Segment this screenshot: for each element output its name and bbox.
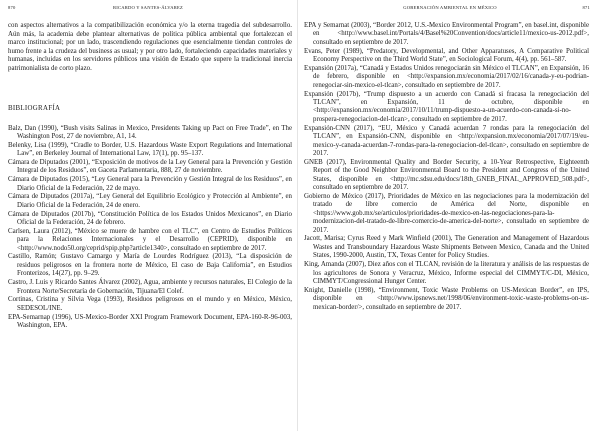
reference-entry: EPA y Semarnat (2003), “Border 2012, U.S.-Mexico Environmental Program”, en basel.int, disponible en <http://www.basel.int/Portals/4/Basel%20Convention/docs/article11/mexico-us-2012.pdf>, consultado en septiembre de 2017. (304, 22, 589, 46)
right-page-number: 871 (582, 5, 590, 10)
reference-entry: Balz, Dan (1990), “Bush visits Salinas in Mexico, Presidents Taking up Pact on Free Trade”, en The Washington Post, 27 de noviembre, A1, 14. (8, 124, 292, 141)
page-gutter (297, 0, 298, 431)
reference-entry: Belenky, Lisa (1999), “Cradle to Border, U.S. Hazardous Waste Export Regulations and International Law”, en Berkeley Journal of International Law, 17(1), pp. 95–137. (8, 141, 292, 158)
bibliography-heading: BIBLIOGRAFÍA (8, 104, 61, 112)
reference-entry: Expansión (2017b), “Trump dispuesto a un acuerdo con Canadá si fracasa la renegociación del TLCAN”, en Expansión, 11 de octubre, disponible en <http://expansion.mx/economia/2017/10/11/trump-dispuesto-a-un-acuerdo-con-canada-si-no-prospera-renegociacion-del-tlcan>, consultado en septiembre de 2017. (304, 90, 589, 123)
right-running-header (310, 4, 590, 14)
reference-entry: Evans, Peter (1989), “Predatory, Developmental, and Other Apparatuses, A Comparative Political Economy Perspective on the Third World State”, en Sociological Forum, 4(4), pp. 561–587. (304, 47, 589, 64)
reference-entry: Cortinas, Cristina y Silvia Vega (1993), Residuos peligrosos en el mundo y en México, México, SEDESOL/INE. (8, 296, 292, 312)
left-running-head: RICARDO Y SANTES-ÁLVAREZ (112, 5, 184, 10)
left-running-header (8, 4, 288, 14)
bibliography-list-right (304, 22, 589, 312)
reference-entry: Cámara de Diputados (2001), “Exposición de motivos de la Ley General para la Prevención y Gestión Integral de los Residuos”, en Gaceta Parlamentaria, 888, 27 de noviembre. (8, 158, 292, 175)
closing-paragraph: con aspectos alternativos a la compatibilización económica y/o la eterna tragedia del subdesarrollo. Aún más, la academia debe plantear alternativas de política pública ambiental que fortalezcan el marco institucional; por un lado, trascendiendo regulaciones que esencialmente tiendan controles de humo frente a la crudeza del business as usual; y por otro lado, fortaleciendo capacidades materiales y humanas, incluidas en los servidores públicos una visión de Estado que supere la tradicional inercia patrimonialista de corto plazo. (8, 22, 292, 72)
reference-entry: Expansión-CNN (2017), “EU, México y Canadá acuerdan 7 rondas para la renegociación del TLCAN”, en Expansión-CNN, disponible en <http://expansion.mx/economia/2017/07/19/eu-mexico-y-canada-acuerdan-7-rondas-para-la-renegociacion-del-tlcan>, consultado en septiembre de 2017. (304, 124, 589, 157)
reference-entry: Cámara de Diputados (2017a), “Ley General del Equilibrio Ecológico y Protección al Ambiente”, en Diario Oficial de la Federación, 24 de enero. (8, 193, 292, 209)
reference-entry: Castillo, Ramón; Gustavo Camargo y María de Lourdes Rodríguez (2013), “La disposición de residuos peligrosos en la frontera norte de México, El caso de Baja California”, en Estudios Fronterizos, 14(27), pp. 9–29. (8, 253, 292, 278)
right-page-content (304, 22, 589, 312)
right-page (302, 0, 594, 431)
left-page-number: 870 (8, 5, 16, 10)
reference-entry: Carlsen, Laura (2012), “México se muere de hambre con el TLC”, en Centro de Estudios Políticos para la Relaciones Internacionales y el Desarrollo (CEPRID), disponible en <http://www.nodo50.org/ceprid/spip.php?article1340>, consultado en septiembre de 2017. (8, 227, 292, 252)
left-page (0, 0, 292, 431)
reference-entry: Expansión (2017a), “Canadá y Estados Unidos renegociarán sin México el TLCAN”, en Expansión, 16 de febrero, disponible en <http://expansion.mx/economia/2017/02/16/canada-y-eu-podrian-renegociar-sin-mexico-el-tlcan>, consultado en septiembre de 2017. (304, 64, 589, 89)
reference-entry: Knight, Danielle (1998), “Environment, Toxic Waste Problems on US-Mexican Border”, en IPS, disponible en <http://www.ipsnews.net/1998/06/environment-toxic-waste-problems-on-us-mexican-border/>, consultado en septiembre de 2017. (304, 286, 589, 311)
reference-entry: GNEB (2017), Environmental Quality and Border Security, a 10-Year Retrospective, Eighteenth Report of the Good Neighbor Environmental Board to the President and Congress of the United States, disponible en <http://mc.sdsu.edu/docs/18th_GNEB_FINAL_APPROVED_508.pdf>, consultado en septiembre de 2017. (304, 158, 589, 192)
reference-entry: King, Amanda (2007), Diez años con el TLCAN, revisión de la literatura y análisis de las respuestas de los agricultores de Sonora y Veracruz, México, Informe especial del CIMMYT/C-DI, México, CIMMYT/Congressional Hunger Center. (304, 261, 589, 285)
right-running-head: GOBERNACIÓN AMBIENTAL EN MÉXICO (403, 5, 497, 10)
reference-entry: Jacott, Marisa; Cyrus Reed y Mark Winfield (2001), The Generation and Management of Hazardous Wastes and Transboundary Hazardous Waste Shipments Between Mexico, Canada and the United States, 1990-2000, Austin, TX, Texas Center for Policy Studies. (304, 235, 589, 260)
reference-entry: Cámara de Diputados (2017b), “Constitución Política de los Estados Unidos Mexicanos”, en Diario Oficial de la Federación, 24 de febrero. (8, 210, 292, 227)
reference-entry: Cámara de Diputados (2015), “Ley General para la Prevención y Gestión Integral de los Residuos”, en Diario Oficial de la Federación, 22 de mayo. (8, 176, 292, 192)
bibliography-list-left (8, 125, 292, 331)
left-page-content (8, 22, 292, 331)
reference-entry: Castro, J. Luis y Ricardo Santes Álvarez (2002), Agua, ambiente y recursos naturales, El Colegio de la Frontera Norte/Secretaría de Gobernación, Tijuana/El Colef. (8, 279, 292, 295)
reference-entry: EPA-Semarnap (1996), US-Mexico-Border XXI Program Framework Document, EPA-160-R-96-003, Washington, EPA. (8, 313, 292, 329)
reference-entry: Gobierno de México (2017), Prioridades de México en las negociaciones para la modernización del tratado de libre comercio de América del Norte, disponible en <https://www.gob.mx/se/articulos/prioridades-de-mexico-en-las-negociaciones-para-la-modernizacion-del-tratado-de-libre-comercio-de-america-del-norte>, consultado en septiembre de 2017. (304, 192, 589, 234)
